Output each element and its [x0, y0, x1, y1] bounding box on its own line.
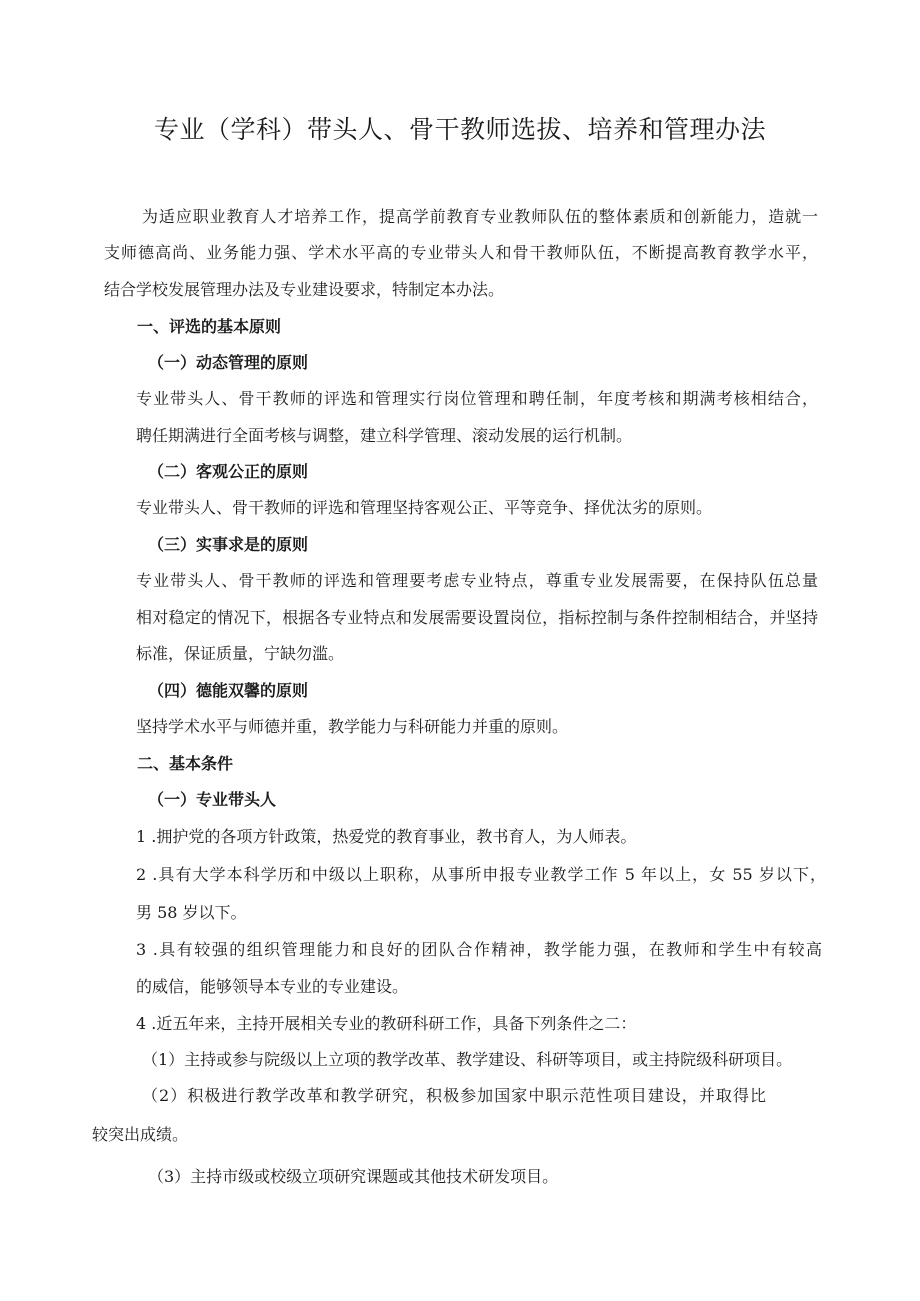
principle-2-heading: （二）客观公正的原则	[148, 462, 309, 481]
intro-line-2: 支师德高尚、业务能力强、学术水平高的专业带头人和骨干教师队伍，不断提高教育教学水平，	[104, 243, 818, 262]
principle-1-heading: （一）动态管理的原则	[148, 353, 309, 372]
condition-item-3-line-1: 3 .具有较强的组织管理能力和良好的团队合作精神，教学能力强，在教师和学生中有较高	[136, 940, 822, 959]
condition-item-2-line-2: 男 58 岁以下。	[136, 903, 247, 922]
principle-1-line-1: 专业带头人、骨干教师的评选和管理实行岗位管理和聘任制，年度考核和期满考核相结合，	[136, 389, 818, 408]
section-2-heading: 二、基本条件	[137, 754, 234, 773]
principle-2-line-1: 专业带头人、骨干教师的评选和管理坚持客观公正、平等竞争、择优汰劣的原则。	[136, 498, 713, 517]
condition-item-4: 4 .近五年来，主持开展相关专业的教研科研工作，具备下列条件之二：	[136, 1014, 637, 1033]
condition-item-3-line-2: 的威信，能够领导本专业的专业建设。	[136, 977, 409, 996]
principle-3-line-3: 标准，保证质量，宁缺勿滥。	[136, 644, 345, 663]
subsection-1-heading: （一）专业带头人	[148, 790, 277, 809]
principle-3-line-2: 相对稳定的情况下，根据各专业特点和发展需要设置岗位，指标控制与条件控制相结合，并坚持	[136, 608, 818, 627]
document-title: 专业（学科）带头人、骨干教师选拔、培养和管理办法	[153, 115, 766, 144]
principle-3-line-1: 专业带头人、骨干教师的评选和管理要考虑专业特点，尊重专业发展需要，在保持队伍总量	[136, 571, 818, 590]
intro-line-1: 为适应职业教育人才培养工作，提高学前教育专业教师队伍的整体素质和创新能力，造就一	[142, 207, 818, 226]
principle-4-heading: （四）德能双馨的原则	[148, 681, 309, 700]
sub-condition-3: （3）主持市级或校级立项研究课题或其他技术研发项目。	[148, 1167, 559, 1186]
condition-item-2-line-1: 2 .具有大学本科学历和中级以上职称，从事所申报专业教学工作 5 年以上，女 55 岁以下，	[136, 865, 826, 884]
sub-condition-1: （1）主持或参与院级以上立项的教学改革、教学建设、科研等项目，或主持院级科研项目。	[142, 1050, 793, 1069]
principle-4-line-1: 坚持学术水平与师德并重，教学能力与科研能力并重的原则。	[136, 717, 569, 736]
principle-1-line-2: 聘任期满进行全面考核与调整，建立科学管理、滚动发展的运行机制。	[136, 426, 633, 445]
sub-condition-2-line-1: （2）积极进行教学改革和教学研究，积极参加国家中职示范性项目建设，并取得比	[142, 1086, 766, 1105]
principle-3-heading: （三）实事求是的原则	[148, 535, 309, 554]
condition-item-1: 1 .拥护党的各项方针政策，热爱党的教育事业，教书育人，为人师表。	[136, 827, 637, 846]
sub-condition-2-line-2: 较突出成绩。	[92, 1125, 189, 1144]
intro-line-3: 结合学校发展管理办法及专业建设要求，特制定本办法。	[104, 280, 505, 299]
section-1-heading: 一、评选的基本原则	[137, 317, 282, 336]
